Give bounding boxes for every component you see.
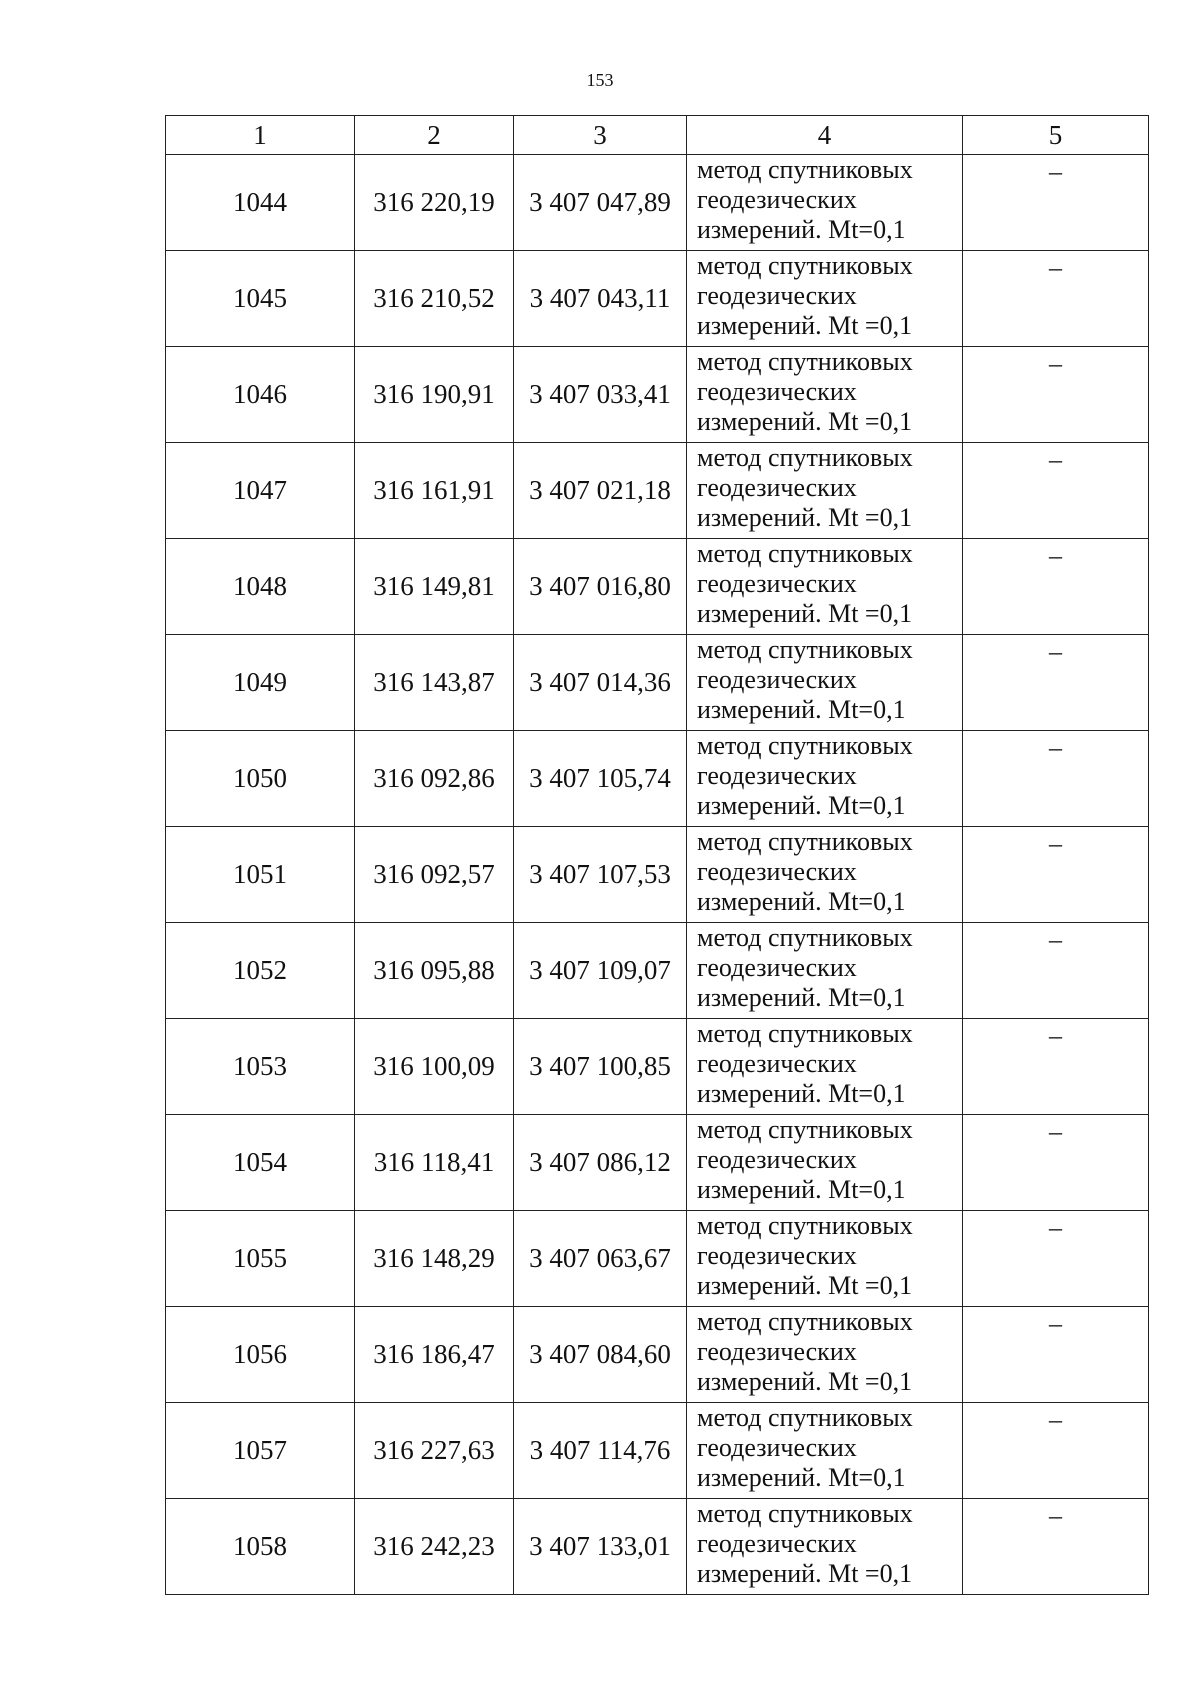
method-line: метод спутниковых: [697, 347, 913, 376]
x-coordinate-cell: 316 220,19: [355, 155, 514, 251]
y-coordinate-cell: 3 407 107,53: [514, 827, 687, 923]
point-number-cell: 1053: [166, 1019, 355, 1115]
table-row: [166, 827, 1149, 923]
y-coordinate-cell: 3 407 105,74: [514, 731, 687, 827]
method-line: измерений. Mt=0,1: [697, 1079, 906, 1108]
header-row: [166, 116, 1149, 155]
note-cell: –: [963, 251, 1149, 347]
point-number-cell: 1047: [166, 443, 355, 539]
x-coordinate-cell: 316 186,47: [355, 1307, 514, 1403]
x-coordinate-cell: 316 242,23: [355, 1499, 514, 1595]
method-cell: [687, 1211, 963, 1307]
x-coordinate-cell: 316 095,88: [355, 923, 514, 1019]
x-coordinate-cell: 316 143,87: [355, 635, 514, 731]
table-row: [166, 347, 1149, 443]
note-cell: –: [963, 1211, 1149, 1307]
method-line: геодезических: [697, 761, 857, 790]
point-number-cell: 1057: [166, 1403, 355, 1499]
method-cell: [687, 1499, 963, 1595]
y-coordinate-cell: 3 407 043,11: [514, 251, 687, 347]
y-coordinate-cell: 3 407 021,18: [514, 443, 687, 539]
y-coordinate-cell: 3 407 084,60: [514, 1307, 687, 1403]
method-line: геодезических: [697, 185, 857, 214]
point-number-cell: 1050: [166, 731, 355, 827]
point-number-cell: 1049: [166, 635, 355, 731]
point-number-cell: 1051: [166, 827, 355, 923]
method-line: метод спутниковых: [697, 1211, 913, 1240]
method-line: измерений. Mt=0,1: [697, 695, 906, 724]
method-line: метод спутниковых: [697, 1403, 913, 1432]
table-row: [166, 923, 1149, 1019]
method-line: метод спутниковых: [697, 539, 913, 568]
y-coordinate-cell: 3 407 014,36: [514, 635, 687, 731]
point-number-cell: 1055: [166, 1211, 355, 1307]
point-number-cell: 1048: [166, 539, 355, 635]
method-line: измерений. Mt=0,1: [697, 1175, 906, 1204]
note-cell: –: [963, 155, 1149, 251]
point-number-cell: 1046: [166, 347, 355, 443]
method-line: геодезических: [697, 857, 857, 886]
method-cell: [687, 1019, 963, 1115]
method-line: метод спутниковых: [697, 827, 913, 856]
table-row: [166, 1307, 1149, 1403]
method-line: геодезических: [697, 377, 857, 406]
method-cell: [687, 155, 963, 251]
method-line: геодезических: [697, 665, 857, 694]
method-line: метод спутниковых: [697, 155, 913, 184]
point-number-cell: 1056: [166, 1307, 355, 1403]
x-coordinate-cell: 316 161,91: [355, 443, 514, 539]
method-cell: [687, 539, 963, 635]
note-cell: –: [963, 827, 1149, 923]
x-coordinate-cell: 316 210,52: [355, 251, 514, 347]
y-coordinate-cell: 3 407 033,41: [514, 347, 687, 443]
x-coordinate-cell: 316 148,29: [355, 1211, 514, 1307]
page-number: 153: [586, 70, 614, 90]
table-row: [166, 1211, 1149, 1307]
method-line: измерений. Mt=0,1: [697, 983, 906, 1012]
point-number-cell: 1044: [166, 155, 355, 251]
method-cell: [687, 635, 963, 731]
method-cell: [687, 923, 963, 1019]
method-cell: [687, 347, 963, 443]
x-coordinate-cell: 316 092,57: [355, 827, 514, 923]
method-line: метод спутниковых: [697, 1115, 913, 1144]
method-line: метод спутниковых: [697, 1499, 913, 1528]
note-cell: –: [963, 923, 1149, 1019]
method-line: геодезических: [697, 953, 857, 982]
method-line: измерений. Mt =0,1: [697, 311, 913, 340]
note-cell: –: [963, 1307, 1149, 1403]
method-line: измерений. Mt =0,1: [697, 407, 913, 436]
method-line: геодезических: [697, 1145, 857, 1174]
point-number-cell: 1045: [166, 251, 355, 347]
x-coordinate-cell: 316 118,41: [355, 1115, 514, 1211]
method-line: метод спутниковых: [697, 1019, 913, 1048]
method-line: метод спутниковых: [697, 923, 913, 952]
method-line: геодезических: [697, 1433, 857, 1462]
method-line: измерений. Mt=0,1: [697, 1463, 906, 1492]
method-cell: [687, 1115, 963, 1211]
method-cell: [687, 827, 963, 923]
method-line: метод спутниковых: [697, 251, 913, 280]
table-row: [166, 1115, 1149, 1211]
x-coordinate-cell: 316 227,63: [355, 1403, 514, 1499]
point-number-cell: 1058: [166, 1499, 355, 1595]
method-cell: [687, 731, 963, 827]
header-col-3: 3: [514, 116, 687, 155]
table-row: [166, 251, 1149, 347]
method-line: геодезических: [697, 569, 857, 598]
y-coordinate-cell: 3 407 086,12: [514, 1115, 687, 1211]
note-cell: –: [963, 731, 1149, 827]
x-coordinate-cell: 316 092,86: [355, 731, 514, 827]
note-cell: –: [963, 347, 1149, 443]
method-cell: [687, 1307, 963, 1403]
note-cell: –: [963, 443, 1149, 539]
y-coordinate-cell: 3 407 133,01: [514, 1499, 687, 1595]
table-row: [166, 1403, 1149, 1499]
x-coordinate-cell: 316 190,91: [355, 347, 514, 443]
table-header: [166, 116, 1149, 155]
coordinates-table: [165, 115, 1149, 1595]
note-cell: –: [963, 539, 1149, 635]
table-row: [166, 1019, 1149, 1115]
method-line: метод спутниковых: [697, 635, 913, 664]
note-cell: –: [963, 1019, 1149, 1115]
method-line: геодезических: [697, 1529, 857, 1558]
method-line: метод спутниковых: [697, 443, 913, 472]
y-coordinate-cell: 3 407 100,85: [514, 1019, 687, 1115]
method-line: геодезических: [697, 1337, 857, 1366]
table-row: [166, 155, 1149, 251]
y-coordinate-cell: 3 407 047,89: [514, 155, 687, 251]
method-line: измерений. Mt =0,1: [697, 599, 913, 628]
note-cell: –: [963, 1403, 1149, 1499]
y-coordinate-cell: 3 407 114,76: [514, 1403, 687, 1499]
y-coordinate-cell: 3 407 016,80: [514, 539, 687, 635]
method-line: измерений. Mt =0,1: [697, 503, 913, 532]
header-col-2: 2: [355, 116, 514, 155]
method-line: измерений. Mt =0,1: [697, 1271, 913, 1300]
table-row: [166, 731, 1149, 827]
method-line: метод спутниковых: [697, 731, 913, 760]
point-number-cell: 1052: [166, 923, 355, 1019]
method-line: измерений. Mt=0,1: [697, 215, 906, 244]
table-row: [166, 635, 1149, 731]
x-coordinate-cell: 316 100,09: [355, 1019, 514, 1115]
method-line: метод спутниковых: [697, 1307, 913, 1336]
header-col-5: 5: [963, 116, 1149, 155]
method-cell: [687, 443, 963, 539]
table-row: [166, 539, 1149, 635]
header-col-1: 1: [166, 116, 355, 155]
method-line: геодезических: [697, 1241, 857, 1270]
method-line: измерений. Mt=0,1: [697, 887, 906, 916]
note-cell: –: [963, 1499, 1149, 1595]
method-cell: [687, 1403, 963, 1499]
method-line: геодезических: [697, 1049, 857, 1078]
x-coordinate-cell: 316 149,81: [355, 539, 514, 635]
note-cell: –: [963, 635, 1149, 731]
method-line: измерений. Mt =0,1: [697, 1367, 913, 1396]
note-cell: –: [963, 1115, 1149, 1211]
method-line: геодезических: [697, 473, 857, 502]
method-line: измерений. Mt =0,1: [697, 1559, 913, 1588]
table-row: [166, 443, 1149, 539]
method-line: геодезических: [697, 281, 857, 310]
header-col-4: 4: [687, 116, 963, 155]
method-line: измерений. Mt=0,1: [697, 791, 906, 820]
y-coordinate-cell: 3 407 109,07: [514, 923, 687, 1019]
y-coordinate-cell: 3 407 063,67: [514, 1211, 687, 1307]
table-body: [166, 155, 1149, 1595]
method-cell: [687, 251, 963, 347]
table-row: [166, 1499, 1149, 1595]
point-number-cell: 1054: [166, 1115, 355, 1211]
